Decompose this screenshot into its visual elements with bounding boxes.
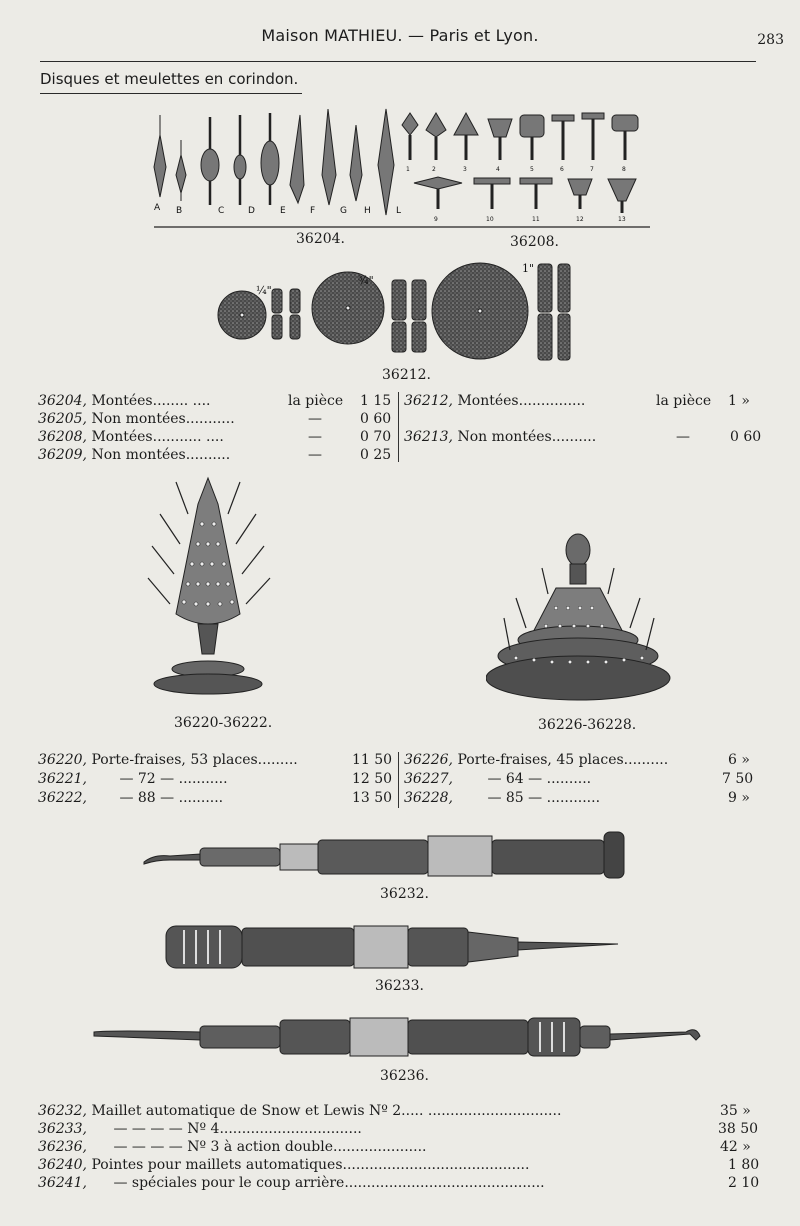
header-rule: [40, 61, 756, 62]
price-36232: 35 »: [720, 1103, 751, 1119]
label-g: G: [340, 206, 347, 216]
price-36221: 12 50: [352, 771, 393, 787]
section-title-underline: [40, 93, 302, 94]
caption-36220-36222: 36220-36222.: [174, 715, 273, 731]
label-d: D: [248, 206, 255, 216]
stone-4: [488, 119, 512, 160]
price-36209: 0 25: [360, 447, 392, 463]
label-quarter-inch: ¼": [256, 284, 272, 297]
point-f: [290, 115, 304, 203]
price-36233: 38 50: [718, 1121, 759, 1137]
stone-7: [582, 113, 604, 160]
price-row-36204: 36204, Montées........ ....: [38, 393, 211, 409]
page-header-title: Maison MATHIEU. — Paris et Lyon.: [261, 26, 539, 45]
stone-10: [474, 178, 510, 209]
price-row-36212: 36212, Montées...............: [404, 393, 586, 409]
unit-36213: —: [676, 429, 690, 445]
unit-36205: —: [308, 411, 322, 427]
caption-36204: 36204.: [296, 231, 345, 247]
label-8: 8: [622, 166, 626, 173]
label-11: 11: [532, 216, 540, 223]
label-2: 2: [432, 166, 436, 173]
price-36220: 11 50: [352, 752, 393, 768]
label-b: B: [176, 206, 183, 216]
section-title: Disques et meulettes en corindon.: [40, 70, 299, 88]
corundum-disks-illustration: [212, 258, 582, 366]
label-13: 13: [618, 216, 626, 223]
column-divider: [398, 392, 399, 462]
price-row-36208: 36208, Montées........... ....: [38, 429, 224, 445]
caption-36233: 36233.: [375, 978, 424, 994]
price-row-36227: 36227, — 64 — ..........: [404, 771, 592, 787]
label-e: E: [280, 206, 286, 216]
caption-36208: 36208.: [510, 234, 559, 250]
caption-36226-36228: 36226-36228.: [538, 717, 637, 733]
label-12: 12: [576, 216, 584, 223]
price-row-36233: 36233, — — — — Nº 4................................: [38, 1121, 362, 1137]
price-36222: 13 50: [352, 790, 393, 806]
caption-36232: 36232.: [380, 886, 429, 902]
price-36226: 6 »: [728, 752, 750, 768]
price-row-36228: 36228, — 85 — ............: [404, 790, 601, 806]
label-7: 7: [590, 166, 594, 173]
label-10: 10: [486, 216, 494, 223]
price-row-36222: 36222, — 88 — ..........: [38, 790, 224, 806]
label-f: F: [310, 206, 316, 216]
bur-holder-round-illustration: [486, 528, 676, 708]
stone-3: [454, 113, 478, 160]
point-h: [350, 125, 362, 201]
point-d: [234, 115, 246, 205]
point-c: [201, 117, 219, 205]
stone-9: [414, 177, 462, 209]
price-row-36236: 36236, — — — — Nº 3 à action double.....................: [38, 1139, 427, 1155]
price-row-36205: 36205, Non montées...........: [38, 411, 235, 427]
mallet-36232-illustration: [140, 826, 630, 882]
price-36204: 1 15: [360, 393, 392, 409]
stone-13: [608, 179, 636, 213]
point-e: [261, 113, 279, 205]
price-row-36226: 36226, Porte-fraises, 45 places..........: [404, 752, 669, 768]
caption-36236: 36236.: [380, 1068, 429, 1084]
stone-8: [612, 115, 638, 160]
price-row-36221: 36221, — 72 — ...........: [38, 771, 228, 787]
mallet-36236-illustration: [90, 1012, 710, 1062]
label-4: 4: [496, 166, 500, 173]
unit-36204: la pièce: [288, 393, 344, 409]
price-row-36209: 36209, Non montées..........: [38, 447, 231, 463]
label-a: A: [154, 203, 161, 213]
price-row-36241: 36241, — spéciales pour le coup arrière.............................................: [38, 1175, 545, 1191]
mallet-36233-illustration: [162, 920, 622, 974]
price-36236: 42 »: [720, 1139, 751, 1155]
label-c: C: [218, 206, 225, 216]
price-36240: 1 80: [728, 1157, 760, 1173]
label-1: 1: [406, 166, 410, 173]
label-l: L: [396, 206, 402, 216]
price-36208: 0 70: [360, 429, 392, 445]
point-g: [322, 109, 336, 205]
unit-36212: la pièce: [656, 393, 712, 409]
label-three-quarter-inch: ¾": [358, 274, 374, 287]
stone-5: [520, 115, 544, 160]
price-36228: 9 »: [728, 790, 750, 806]
price-row-36213: 36213, Non montées..........: [404, 429, 597, 445]
page-number: 283: [757, 32, 784, 48]
price-36241: 2 10: [728, 1175, 760, 1191]
label-h: H: [364, 206, 371, 216]
unit-36209: —: [308, 447, 322, 463]
price-36205: 0 60: [360, 411, 392, 427]
label-3: 3: [463, 166, 467, 173]
price-36213: 0 60: [730, 429, 762, 445]
label-9: 9: [434, 216, 438, 223]
price-row-36240: 36240, Pointes pour maillets automatiques..........................................: [38, 1157, 530, 1173]
unit-36208: —: [308, 429, 322, 445]
stone-11: [520, 178, 552, 209]
grinding-points-illustration: [140, 105, 660, 235]
stone-6: [552, 115, 574, 160]
stone-12: [568, 179, 592, 209]
point-l: [378, 109, 394, 215]
price-36227: 7 50: [722, 771, 754, 787]
label-one-inch: 1": [522, 262, 535, 275]
label-5: 5: [530, 166, 534, 173]
caption-36212: 36212.: [382, 367, 431, 383]
label-6: 6: [560, 166, 564, 173]
stone-2: [426, 113, 446, 160]
price-row-36232: 36232, Maillet automatique de Snow et Lewis Nº 2..... ..............................: [38, 1103, 562, 1119]
price-36212: 1 »: [728, 393, 750, 409]
column-divider-2: [398, 752, 399, 808]
point-a: [154, 115, 166, 197]
point-b: [176, 140, 186, 201]
price-row-36220: 36220, Porte-fraises, 53 places.........: [38, 752, 298, 768]
stone-1: [402, 113, 418, 160]
bur-holder-tall-illustration: [140, 474, 280, 710]
